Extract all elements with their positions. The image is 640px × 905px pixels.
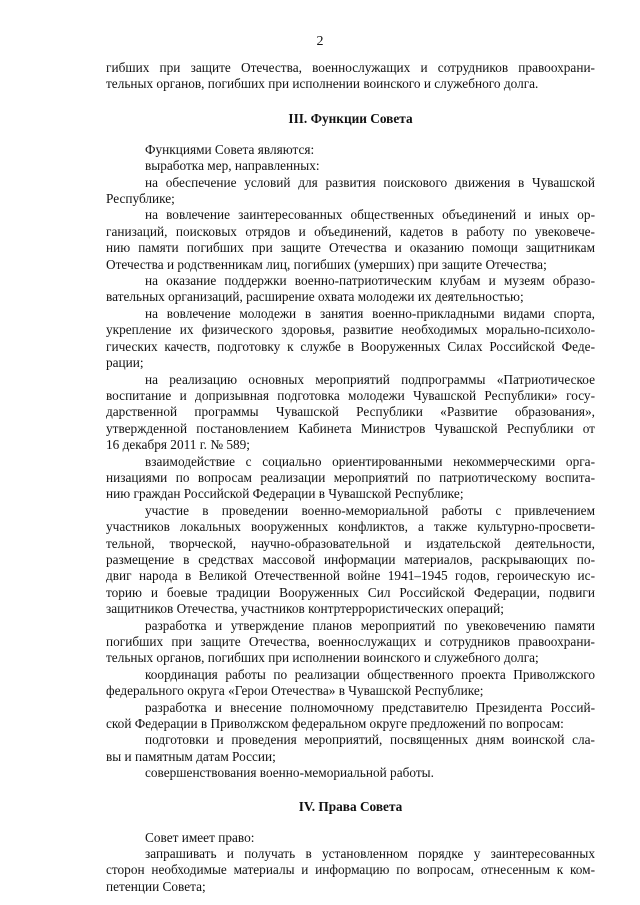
text-line: дарственной программы Чувашской Республики «Развитие образования», [106, 404, 595, 420]
text-line: утвержденной постановлением Кабинета Министров Чувашской Республики от [106, 420, 595, 436]
paragraph [106, 372, 595, 454]
text-line: вательных организаций, расширение охвата молодежи их деятельностью; [106, 289, 524, 305]
paragraph [106, 667, 595, 700]
text-line: на вовлечение заинтересованных общественных объединений и иных ор- [145, 207, 595, 223]
text-line: совершенствования военно-мемориальной работы. [145, 765, 434, 781]
text-line: ганизаций, поисковых отрядов и объединений, кадетов в работу по увековече- [106, 223, 595, 239]
text-line: взаимодействие с социально ориентированными некоммерческими орга- [145, 453, 595, 469]
text-line: укрепление их физического здоровья, развитие необходимых морально-психоло- [106, 322, 595, 338]
text-line: низациями по вопросам реализации мероприятий по патриотическому воспита- [106, 469, 595, 485]
text-line: нию граждан Российской Федерации в Чувашской Республике; [106, 486, 464, 502]
text-line: разработка и внесение полномочному представителю Президента Россий- [145, 699, 595, 715]
text-line: тельных органов, погибших при исполнении воинского и служебного долга; [106, 650, 539, 666]
paragraph [106, 158, 595, 174]
paragraph [106, 700, 595, 733]
text-line: двиг народа в Великой Отечественной войне 1941–1945 годов, героическую ис- [106, 568, 595, 584]
text-line: на вовлечение молодежи в занятия военно-прикладными видами спорта, [145, 305, 595, 321]
text-line: сторон необходимые материалы и информацию по вопросам, отнесенным к ком- [106, 862, 595, 878]
text-line: разработка и утверждение планов мероприятий по увековечению памяти [145, 617, 595, 633]
text-line: Республике; [106, 191, 175, 207]
text-line: нию памяти погибших при защите Отечества и оказанию помощи защитникам [106, 240, 595, 256]
paragraph [106, 207, 595, 273]
text-line: участие в проведении военно-мемориальной работы с привлечением [145, 502, 595, 518]
section-4-title: IV. Права Совета [298, 798, 403, 814]
text-line: размещение в средствах массовой информации материалов, раскрывающих по- [106, 551, 595, 567]
text-line: защитников Отечества, участников контртеррористических операций; [106, 601, 504, 617]
section-3-title: III. Функции Совета [288, 110, 413, 126]
text-line: рации; [106, 355, 144, 371]
text-line: участников локальных вооруженных конфликтов, а также культурно-просвети- [106, 519, 595, 535]
paragraph [106, 732, 595, 765]
text-line: тельной, творческой, научно-образовательной и издательской деятельности, [106, 535, 595, 551]
text-line: подготовки и проведения мероприятий, посвященных дням воинской сла- [145, 732, 595, 748]
text-line: Функциями Совета являются: [145, 141, 315, 157]
paragraph [106, 273, 595, 306]
text-line: торию и боевые традиции Вооруженных Сил Российской Федерации, подвиги [106, 584, 595, 600]
text-line: гических качеств, подготовку к службе в Вооруженных Силах Российской Феде- [106, 338, 595, 354]
text-line: Отечества и родственникам лиц, погибших (умерших) при защите Отечества; [106, 256, 547, 272]
page-number: 2 [316, 34, 324, 49]
document-body [106, 60, 595, 895]
text-line: вы и памятным датам России; [106, 748, 276, 764]
section-4-body [106, 830, 595, 896]
paragraph [106, 306, 595, 372]
text-line: 16 декабря 2011 г. № 589; [106, 437, 250, 453]
paragraph [106, 454, 595, 503]
text-line: гибших при защите Отечества, военнослужащих и сотрудников правоохрани- [106, 60, 595, 75]
text-line: Совет имеет право: [145, 829, 255, 845]
text-line: ской Федерации в Приволжском федеральном округе предложений по вопросам: [106, 716, 564, 732]
text-line: запрашивать и получать в установленном порядке у заинтересованных [145, 846, 595, 862]
text-line: погибших при защите Отечества, военнослужащих и сотрудников правоохрани- [106, 634, 595, 649]
text-line: на обеспечение условий для развития поискового движения в Чувашской [145, 174, 595, 190]
text-line: координация работы по реализации общественного проекта Приволжского [145, 666, 595, 682]
paragraph [106, 765, 595, 781]
intro-block [106, 60, 595, 93]
text-line: тельных органов, погибших при исполнении воинского и служебного долга. [106, 76, 539, 92]
section-3-body [106, 142, 595, 782]
text-line: петенции Совета; [106, 878, 206, 894]
text-line: федерального округа «Герои Отечества» в Чувашской Республике; [106, 683, 484, 699]
text-line: на реализацию основных мероприятий подпрограммы «Патриотическое [145, 371, 595, 387]
text-line: воспитание и допризывная подготовка молодежи Чувашской Республики» госу- [106, 387, 595, 403]
paragraph [106, 618, 595, 667]
paragraph [106, 830, 595, 846]
paragraph [106, 142, 595, 158]
paragraph [106, 503, 595, 618]
text-line: выработка мер, направленных: [145, 158, 320, 174]
text-line: на оказание поддержки военно-патриотическим клубам и музеям образо- [145, 273, 595, 289]
paragraph [106, 175, 595, 208]
paragraph [106, 846, 595, 895]
